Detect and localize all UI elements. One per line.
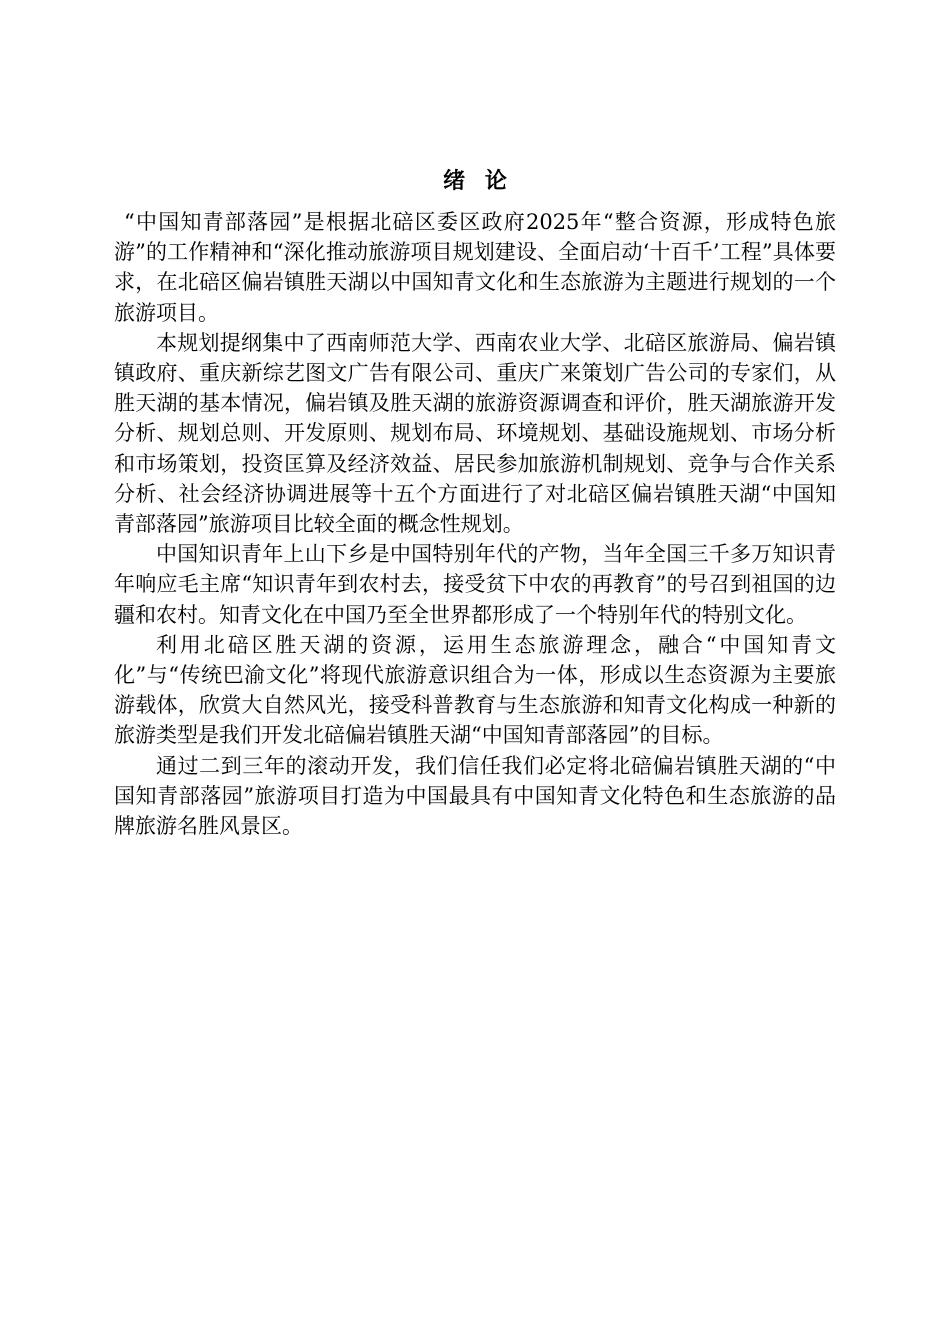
paragraph-intro: “中国知青部落园”是根据北碚区委区政府2025年“整合资源，形成特色旅游”的工作精神和“深化推动旅游项目规划建设、全面启动‘十百千’工程”具体要求，在北碚区偏岩镇胜天湖以中国知青文化和生态旅游为主题进行规划的一个旅游项目。 — [114, 210, 836, 325]
paragraph-educated-youth: 中国知识青年上山下乡是中国特别年代的产物，当年全国三千多万知识青年响应毛主席“知识青年到农村去，接受贫下中农的再教育”的号召到祖国的边疆和农村。知青文化在中国乃至全世界都形成了一个特别年代的特别文化。 — [114, 542, 836, 627]
paragraph-development-goal: 利用北碚区胜天湖的资源，运用生态旅游理念，融合“中国知青文化”与“传统巴渝文化”将现代旅游意识组合为一体，形成以生态资源为主要旅游载体，欣赏大自然风光，接受科普教育与生态旅游和知青文化构成一种新的旅游类型是我们开发北碚偏岩镇胜天湖“中国知青部落园”的目标。 — [114, 632, 836, 748]
document-body — [114, 163, 836, 841]
document-title: 绪 论 — [443, 168, 513, 194]
paragraph-conclusion: 通过二到三年的滚动开发，我们信任我们必定将北碚偏岩镇胜天湖的“中国知青部落园”旅游项目打造为中国最具有中国知青文化特色和生态旅游的品牌旅游名胜风景区。 — [114, 753, 836, 839]
paragraph-planning-outline: 本规划提纲集中了西南师范大学、西南农业大学、北碚区旅游局、偏岩镇镇政府、重庆新综艺图文广告有限公司、重庆广来策划广告公司的专家们，从胜天湖的基本情况，偏岩镇及胜天湖的旅游资源调查和评价，胜天湖旅游开发分析、规划总则、开发原则、规划布局、环境规划、基础设施规划、市场分析和市场策划，投资匡算及经济效益、居民参加旅游机制规划、竞争与合作关系分析、社会经济协调进展等十五个方面进行了对北碚区偏岩镇胜天湖“中国知青部落园”旅游项目比较全面的概念性规划。 — [114, 330, 836, 537]
